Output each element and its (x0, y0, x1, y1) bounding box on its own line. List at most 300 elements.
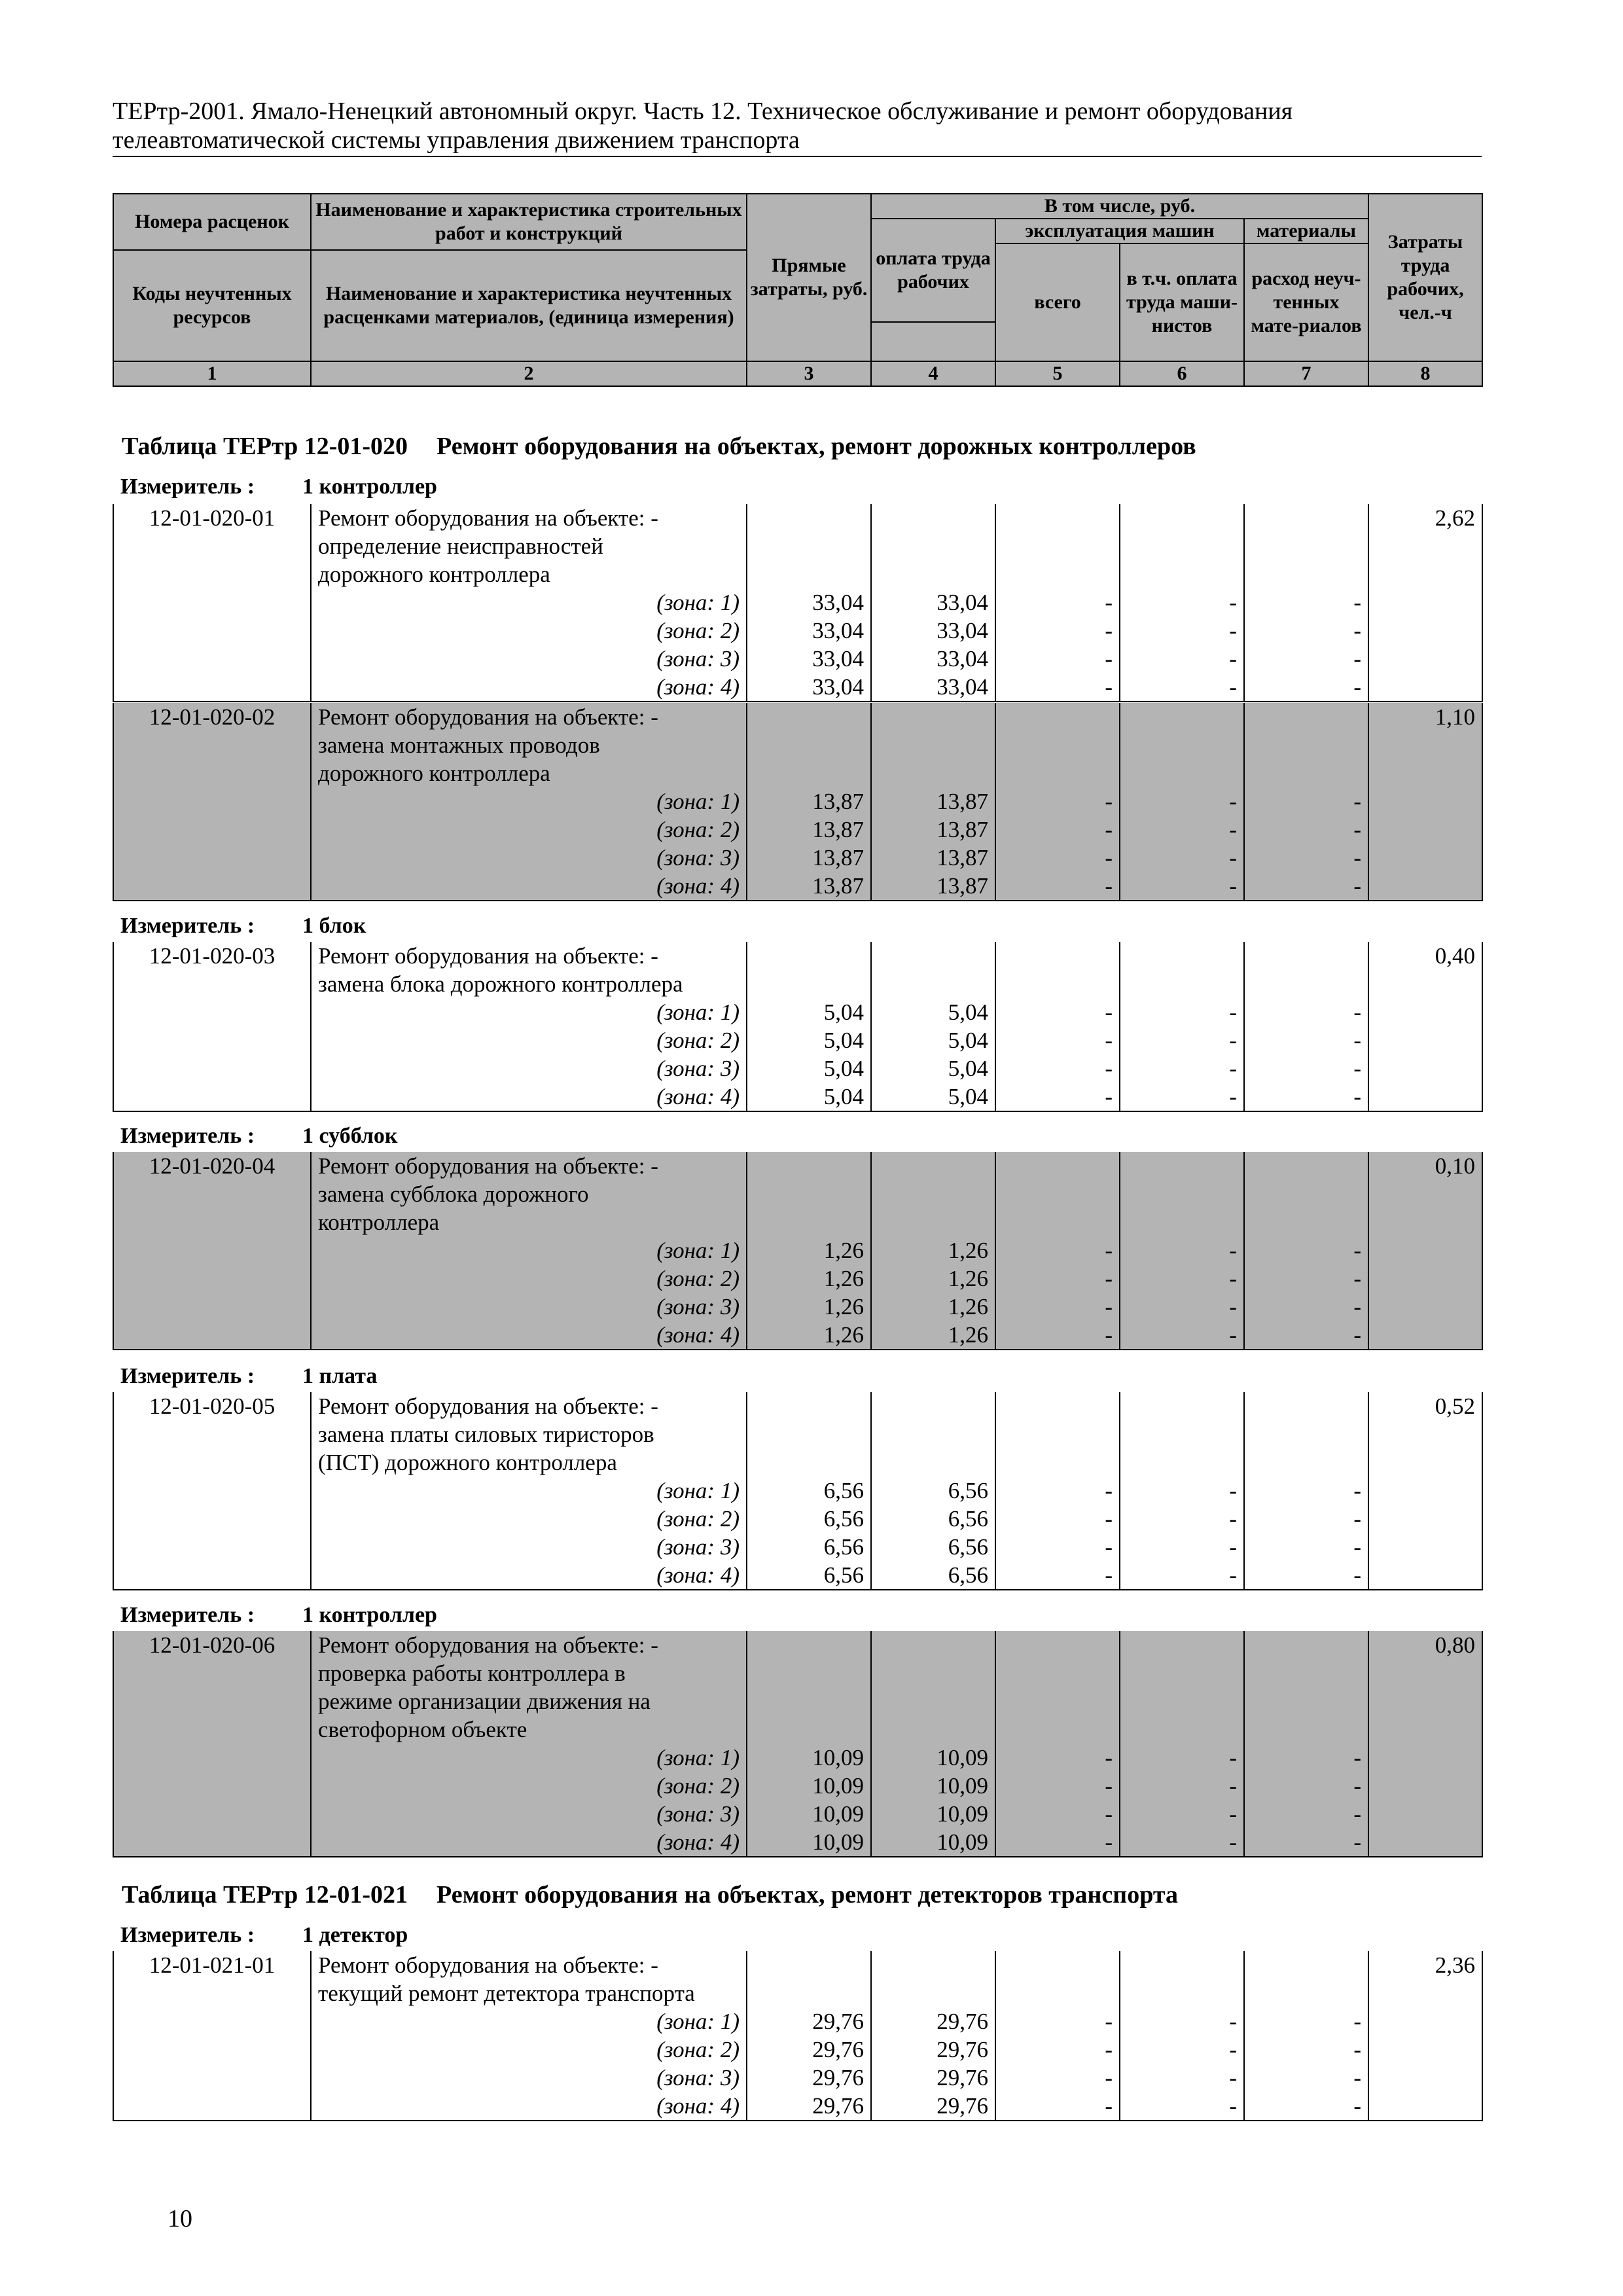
machines-total: - (995, 1054, 1120, 1083)
empty-cell (1120, 1659, 1244, 1687)
machines-total: - (995, 1026, 1120, 1054)
empty-cell (1244, 1420, 1368, 1448)
materials-unaccounted: - (1244, 1293, 1368, 1321)
description-row (113, 1392, 1482, 1420)
zone-row (113, 1828, 1482, 1857)
empty-cell (1120, 731, 1244, 759)
materials-unaccounted: - (1244, 588, 1368, 617)
zone-label: (зона: 4) (311, 2092, 747, 2121)
empty-cell (995, 504, 1120, 532)
empty-cell (995, 703, 1120, 731)
empty-cell (1120, 970, 1244, 998)
empty-cell (995, 1631, 1120, 1659)
empty-cell (995, 1180, 1120, 1208)
materials-unaccounted: - (1244, 645, 1368, 673)
empty-cell (1368, 872, 1482, 901)
rate-code: 12-01-020-06 (113, 1631, 311, 1659)
wages-cost: 1,26 (871, 1265, 995, 1293)
description-row (113, 1979, 1482, 2007)
machine-operators-wages: - (1120, 588, 1244, 617)
materials-unaccounted: - (1244, 673, 1368, 702)
wages-cost: 13,87 (871, 872, 995, 901)
rate-description-line: Ремонт оборудования на объекте: - (311, 1631, 747, 1659)
rate-code (113, 1448, 311, 1477)
rate-description-line: замена платы силовых тиристоров (311, 1420, 747, 1448)
empty-cell (1368, 1744, 1482, 1772)
empty-cell (1120, 942, 1244, 970)
machine-operators-wages: - (1120, 844, 1244, 872)
empty-cell (113, 1505, 311, 1533)
rate-description-line: дорожного контроллера (311, 560, 747, 588)
description-row (113, 504, 1482, 532)
wages-cost: 10,09 (871, 1744, 995, 1772)
col-number: 4 (871, 361, 995, 386)
empty-cell (871, 560, 995, 588)
labor-cost (1368, 1448, 1482, 1477)
materials-unaccounted: - (1244, 2092, 1368, 2121)
measurer-line (120, 1602, 437, 1628)
description-row (113, 1951, 1482, 1979)
empty-cell (1244, 759, 1368, 787)
rate-code: 12-01-020-01 (113, 504, 311, 532)
rate-description-line: замена блока дорожного контроллера (311, 970, 747, 998)
wages-cost: 29,76 (871, 2036, 995, 2064)
col-number: 8 (1368, 361, 1482, 386)
empty-cell (113, 617, 311, 645)
direct-cost: 29,76 (747, 2036, 871, 2064)
measurer-line (120, 913, 366, 939)
labor-cost: 0,40 (1368, 942, 1482, 970)
description-row (113, 759, 1482, 787)
rate-description-line: замена монтажных проводов (311, 731, 747, 759)
wages-cost: 1,26 (871, 1321, 995, 1350)
materials-unaccounted: - (1244, 872, 1368, 901)
empty-cell (995, 970, 1120, 998)
empty-cell (113, 816, 311, 844)
measurer-unit: 1 блок (302, 914, 366, 938)
empty-cell (747, 1448, 871, 1477)
col3-header-direct: Прямые затраты, руб. (747, 194, 871, 361)
rate-code (113, 731, 311, 759)
zone-row (113, 872, 1482, 901)
direct-cost: 5,04 (747, 998, 871, 1026)
direct-cost: 13,87 (747, 844, 871, 872)
direct-cost: 13,87 (747, 816, 871, 844)
direct-cost: 33,04 (747, 617, 871, 645)
col-number: 3 (747, 361, 871, 386)
direct-cost: 6,56 (747, 1561, 871, 1590)
empty-cell (871, 1687, 995, 1715)
direct-cost: 29,76 (747, 2007, 871, 2036)
empty-cell (995, 1392, 1120, 1420)
zone-row (113, 1026, 1482, 1054)
rate-description-line: дорожного контроллера (311, 759, 747, 787)
empty-cell (1244, 1152, 1368, 1180)
zone-row (113, 1236, 1482, 1265)
labor-cost: 0,80 (1368, 1631, 1482, 1659)
rate-description-line: Ремонт оборудования на объекте: - (311, 1951, 747, 1979)
description-row (113, 532, 1482, 560)
rate-description-line: замена субблока дорожного (311, 1180, 747, 1208)
labor-cost (1368, 1715, 1482, 1744)
empty-cell (1120, 1392, 1244, 1420)
wages-cost: 33,04 (871, 617, 995, 645)
measurer-line (120, 1922, 408, 1948)
col1-header-codes: Коды неучтенных ресурсов (113, 250, 311, 361)
empty-cell (1368, 1800, 1482, 1828)
measurer-label: Измеритель : (120, 914, 255, 938)
machines-total: - (995, 1505, 1120, 1533)
empty-cell (113, 1561, 311, 1590)
empty-cell (747, 731, 871, 759)
empty-cell (1120, 504, 1244, 532)
empty-cell (1244, 703, 1368, 731)
materials-unaccounted: - (1244, 2036, 1368, 2064)
empty-cell (747, 1420, 871, 1448)
machines-total: - (995, 1533, 1120, 1561)
zone-row (113, 1533, 1482, 1561)
machine-operators-wages: - (1120, 1236, 1244, 1265)
direct-cost: 33,04 (747, 588, 871, 617)
empty-cell (1368, 1236, 1482, 1265)
labor-cost (1368, 560, 1482, 588)
zone-row (113, 1800, 1482, 1828)
wages-cost: 5,04 (871, 1026, 995, 1054)
zone-label: (зона: 3) (311, 844, 747, 872)
empty-cell (871, 970, 995, 998)
wages-cost: 29,76 (871, 2007, 995, 2036)
empty-cell (113, 1744, 311, 1772)
description-row (113, 560, 1482, 588)
col2-header-materials: Наименование и характеристика неучтенных расценками материалов, (единица измерения) (311, 250, 747, 361)
materials-unaccounted: - (1244, 998, 1368, 1026)
zone-row (113, 1561, 1482, 1590)
labor-cost (1368, 759, 1482, 787)
materials-unaccounted: - (1244, 1265, 1368, 1293)
machines-total: - (995, 1772, 1120, 1800)
empty-cell (995, 1448, 1120, 1477)
empty-cell (1120, 532, 1244, 560)
empty-cell (113, 588, 311, 617)
measurer-unit: 1 субблок (302, 1124, 398, 1148)
empty-cell (1244, 1392, 1368, 1420)
col6-header-operators: в т.ч. оплата труда маши-нистов (1120, 243, 1244, 361)
col-header-materials: материалы (1244, 219, 1368, 243)
machines-total: - (995, 787, 1120, 816)
empty-cell (1368, 1026, 1482, 1054)
empty-cell (113, 1236, 311, 1265)
machine-operators-wages: - (1120, 816, 1244, 844)
empty-cell (1244, 504, 1368, 532)
machine-operators-wages: - (1120, 872, 1244, 901)
rate-description-line: Ремонт оборудования на объекте: - (311, 504, 747, 532)
materials-unaccounted: - (1244, 1533, 1368, 1561)
empty-cell (871, 942, 995, 970)
empty-cell (113, 645, 311, 673)
empty-cell (871, 532, 995, 560)
machines-total: - (995, 617, 1120, 645)
empty-cell (747, 504, 871, 532)
direct-cost: 10,09 (747, 1772, 871, 1800)
empty-cell (995, 1951, 1120, 1979)
empty-cell (871, 703, 995, 731)
empty-cell (747, 1631, 871, 1659)
machines-total: - (995, 1477, 1120, 1505)
description-row (113, 1152, 1482, 1180)
machines-total: - (995, 645, 1120, 673)
materials-unaccounted: - (1244, 617, 1368, 645)
wages-cost: 1,26 (871, 1293, 995, 1321)
empty-cell (871, 1448, 995, 1477)
empty-cell (1368, 998, 1482, 1026)
zone-label: (зона: 2) (311, 1265, 747, 1293)
empty-cell (1368, 2036, 1482, 2064)
empty-cell (1368, 1477, 1482, 1505)
empty-cell (1244, 532, 1368, 560)
rate-code (113, 1715, 311, 1744)
empty-cell (747, 1180, 871, 1208)
machine-operators-wages: - (1120, 1026, 1244, 1054)
empty-cell (871, 1152, 995, 1180)
rate-code: 12-01-020-03 (113, 942, 311, 970)
direct-cost: 13,87 (747, 787, 871, 816)
col1-header-rates: Номера расценок (113, 194, 311, 250)
col-number: 6 (1120, 361, 1244, 386)
empty-cell (871, 1631, 995, 1659)
machines-total: - (995, 2092, 1120, 2121)
empty-cell (113, 1800, 311, 1828)
direct-cost: 10,09 (747, 1828, 871, 1857)
empty-cell (871, 1180, 995, 1208)
description-row (113, 942, 1482, 970)
empty-cell (1120, 1448, 1244, 1477)
wages-cost: 29,76 (871, 2064, 995, 2092)
wages-cost: 5,04 (871, 998, 995, 1026)
materials-unaccounted: - (1244, 1026, 1368, 1054)
materials-unaccounted: - (1244, 1505, 1368, 1533)
direct-cost: 5,04 (747, 1083, 871, 1111)
direct-cost: 5,04 (747, 1026, 871, 1054)
empty-cell (1244, 1631, 1368, 1659)
empty-cell (1368, 1561, 1482, 1590)
machine-operators-wages: - (1120, 2092, 1244, 2121)
zone-label: (зона: 2) (311, 617, 747, 645)
empty-cell (1244, 560, 1368, 588)
rate-code (113, 1687, 311, 1715)
empty-cell (1368, 673, 1482, 702)
machines-total: - (995, 998, 1120, 1026)
machine-operators-wages: - (1120, 2064, 1244, 2092)
zone-row (113, 844, 1482, 872)
rate-code (113, 560, 311, 588)
empty-cell (1244, 1659, 1368, 1687)
zone-row (113, 1505, 1482, 1533)
rate-block (113, 703, 1483, 901)
machines-total: - (995, 844, 1120, 872)
empty-cell (1244, 731, 1368, 759)
col4-header-wages-spacer (871, 322, 995, 361)
machine-operators-wages: - (1120, 1054, 1244, 1083)
direct-cost: 10,09 (747, 1744, 871, 1772)
empty-cell (1244, 1979, 1368, 2007)
description-row (113, 1715, 1482, 1744)
wages-cost: 6,56 (871, 1533, 995, 1561)
materials-unaccounted: - (1244, 1054, 1368, 1083)
measurer-label: Измеритель : (120, 475, 255, 499)
empty-cell (871, 1951, 995, 1979)
empty-cell (113, 787, 311, 816)
empty-cell (1368, 1772, 1482, 1800)
empty-cell (1368, 1265, 1482, 1293)
materials-unaccounted: - (1244, 1772, 1368, 1800)
direct-cost: 5,04 (747, 1054, 871, 1083)
rate-code (113, 1979, 311, 2007)
zone-label: (зона: 4) (311, 1083, 747, 1111)
zone-row (113, 673, 1482, 702)
rate-code: 12-01-020-04 (113, 1152, 311, 1180)
empty-cell (1120, 703, 1244, 731)
zone-label: (зона: 1) (311, 998, 747, 1026)
description-row (113, 1631, 1482, 1659)
empty-cell (871, 504, 995, 532)
empty-cell (871, 1208, 995, 1236)
empty-cell (1244, 942, 1368, 970)
labor-cost (1368, 1208, 1482, 1236)
zone-label: (зона: 3) (311, 1800, 747, 1828)
measurer-line (120, 1123, 398, 1149)
materials-unaccounted: - (1244, 816, 1368, 844)
machines-total: - (995, 1744, 1120, 1772)
empty-cell (871, 1659, 995, 1687)
empty-cell (1120, 1180, 1244, 1208)
empty-cell (1368, 1321, 1482, 1350)
empty-cell (995, 560, 1120, 588)
zone-row (113, 1083, 1482, 1111)
zone-row (113, 2007, 1482, 2036)
empty-cell (1368, 1533, 1482, 1561)
empty-cell (113, 1293, 311, 1321)
col4-header-wages: оплата труда рабочих (871, 219, 995, 322)
empty-cell (747, 1951, 871, 1979)
col5-header-total: всего (995, 243, 1120, 361)
wages-cost: 29,76 (871, 2092, 995, 2121)
zone-row (113, 816, 1482, 844)
machines-total: - (995, 1828, 1120, 1857)
description-row (113, 1448, 1482, 1477)
zone-row (113, 998, 1482, 1026)
rate-code: 12-01-020-02 (113, 703, 311, 731)
machines-total: - (995, 1321, 1120, 1350)
machines-total: - (995, 1561, 1120, 1590)
empty-cell (747, 560, 871, 588)
zone-label: (зона: 1) (311, 1236, 747, 1265)
empty-cell (1120, 1715, 1244, 1744)
rate-description-line: определение неисправностей (311, 532, 747, 560)
empty-cell (747, 1687, 871, 1715)
empty-cell (113, 1828, 311, 1857)
empty-cell (871, 759, 995, 787)
zone-label: (зона: 1) (311, 1477, 747, 1505)
col-header-machines: эксплуатация машин (995, 219, 1244, 243)
description-row (113, 1180, 1482, 1208)
empty-cell (747, 532, 871, 560)
empty-cell (1120, 560, 1244, 588)
empty-cell (1368, 2092, 1482, 2121)
empty-cell (747, 703, 871, 731)
empty-cell (1120, 1951, 1244, 1979)
wages-cost: 6,56 (871, 1505, 995, 1533)
rate-block (113, 504, 1483, 702)
zone-label: (зона: 2) (311, 1772, 747, 1800)
zone-row (113, 787, 1482, 816)
rate-description-line: Ремонт оборудования на объекте: - (311, 942, 747, 970)
labor-cost (1368, 1687, 1482, 1715)
zone-label: (зона: 3) (311, 645, 747, 673)
empty-cell (113, 2092, 311, 2121)
direct-cost: 33,04 (747, 645, 871, 673)
empty-cell (747, 1659, 871, 1687)
direct-cost: 29,76 (747, 2064, 871, 2092)
labor-cost (1368, 1979, 1482, 2007)
table-section-title (122, 1880, 1178, 1909)
materials-unaccounted: - (1244, 787, 1368, 816)
measurer-label: Измеритель : (120, 1923, 255, 1947)
machines-total: - (995, 872, 1120, 901)
description-row (113, 1687, 1482, 1715)
machine-operators-wages: - (1120, 645, 1244, 673)
empty-cell (113, 872, 311, 901)
materials-unaccounted: - (1244, 1561, 1368, 1590)
wages-cost: 33,04 (871, 645, 995, 673)
materials-unaccounted: - (1244, 1477, 1368, 1505)
rate-description-line: режиме организации движения на (311, 1687, 747, 1715)
materials-unaccounted: - (1244, 1236, 1368, 1265)
empty-cell (1244, 1208, 1368, 1236)
empty-cell (995, 942, 1120, 970)
zone-row (113, 1477, 1482, 1505)
rate-description-line: Ремонт оборудования на объекте: - (311, 1392, 747, 1420)
description-row (113, 1420, 1482, 1448)
wages-cost: 1,26 (871, 1236, 995, 1265)
col-number: 5 (995, 361, 1120, 386)
direct-cost: 29,76 (747, 2092, 871, 2121)
rate-description-line: Ремонт оборудования на объекте: - (311, 703, 747, 731)
direct-cost: 1,26 (747, 1265, 871, 1293)
zone-label: (зона: 4) (311, 1561, 747, 1590)
empty-cell (995, 1979, 1120, 2007)
empty-cell (113, 2007, 311, 2036)
empty-cell (1368, 787, 1482, 816)
measurer-line (120, 1363, 378, 1390)
empty-cell (113, 673, 311, 702)
empty-cell (113, 998, 311, 1026)
page-header (113, 97, 1482, 157)
empty-cell (113, 844, 311, 872)
labor-cost (1368, 731, 1482, 759)
machines-total: - (995, 673, 1120, 702)
direct-cost: 6,56 (747, 1505, 871, 1533)
empty-cell (113, 2064, 311, 2092)
description-row (113, 703, 1482, 731)
measurer-label: Измеритель : (120, 1364, 255, 1388)
zone-label: (зона: 4) (311, 872, 747, 901)
empty-cell (113, 1026, 311, 1054)
empty-cell (747, 1152, 871, 1180)
zone-label: (зона: 4) (311, 1321, 747, 1350)
machines-total: - (995, 1083, 1120, 1111)
zone-label: (зона: 1) (311, 2007, 747, 2036)
direct-cost: 1,26 (747, 1236, 871, 1265)
